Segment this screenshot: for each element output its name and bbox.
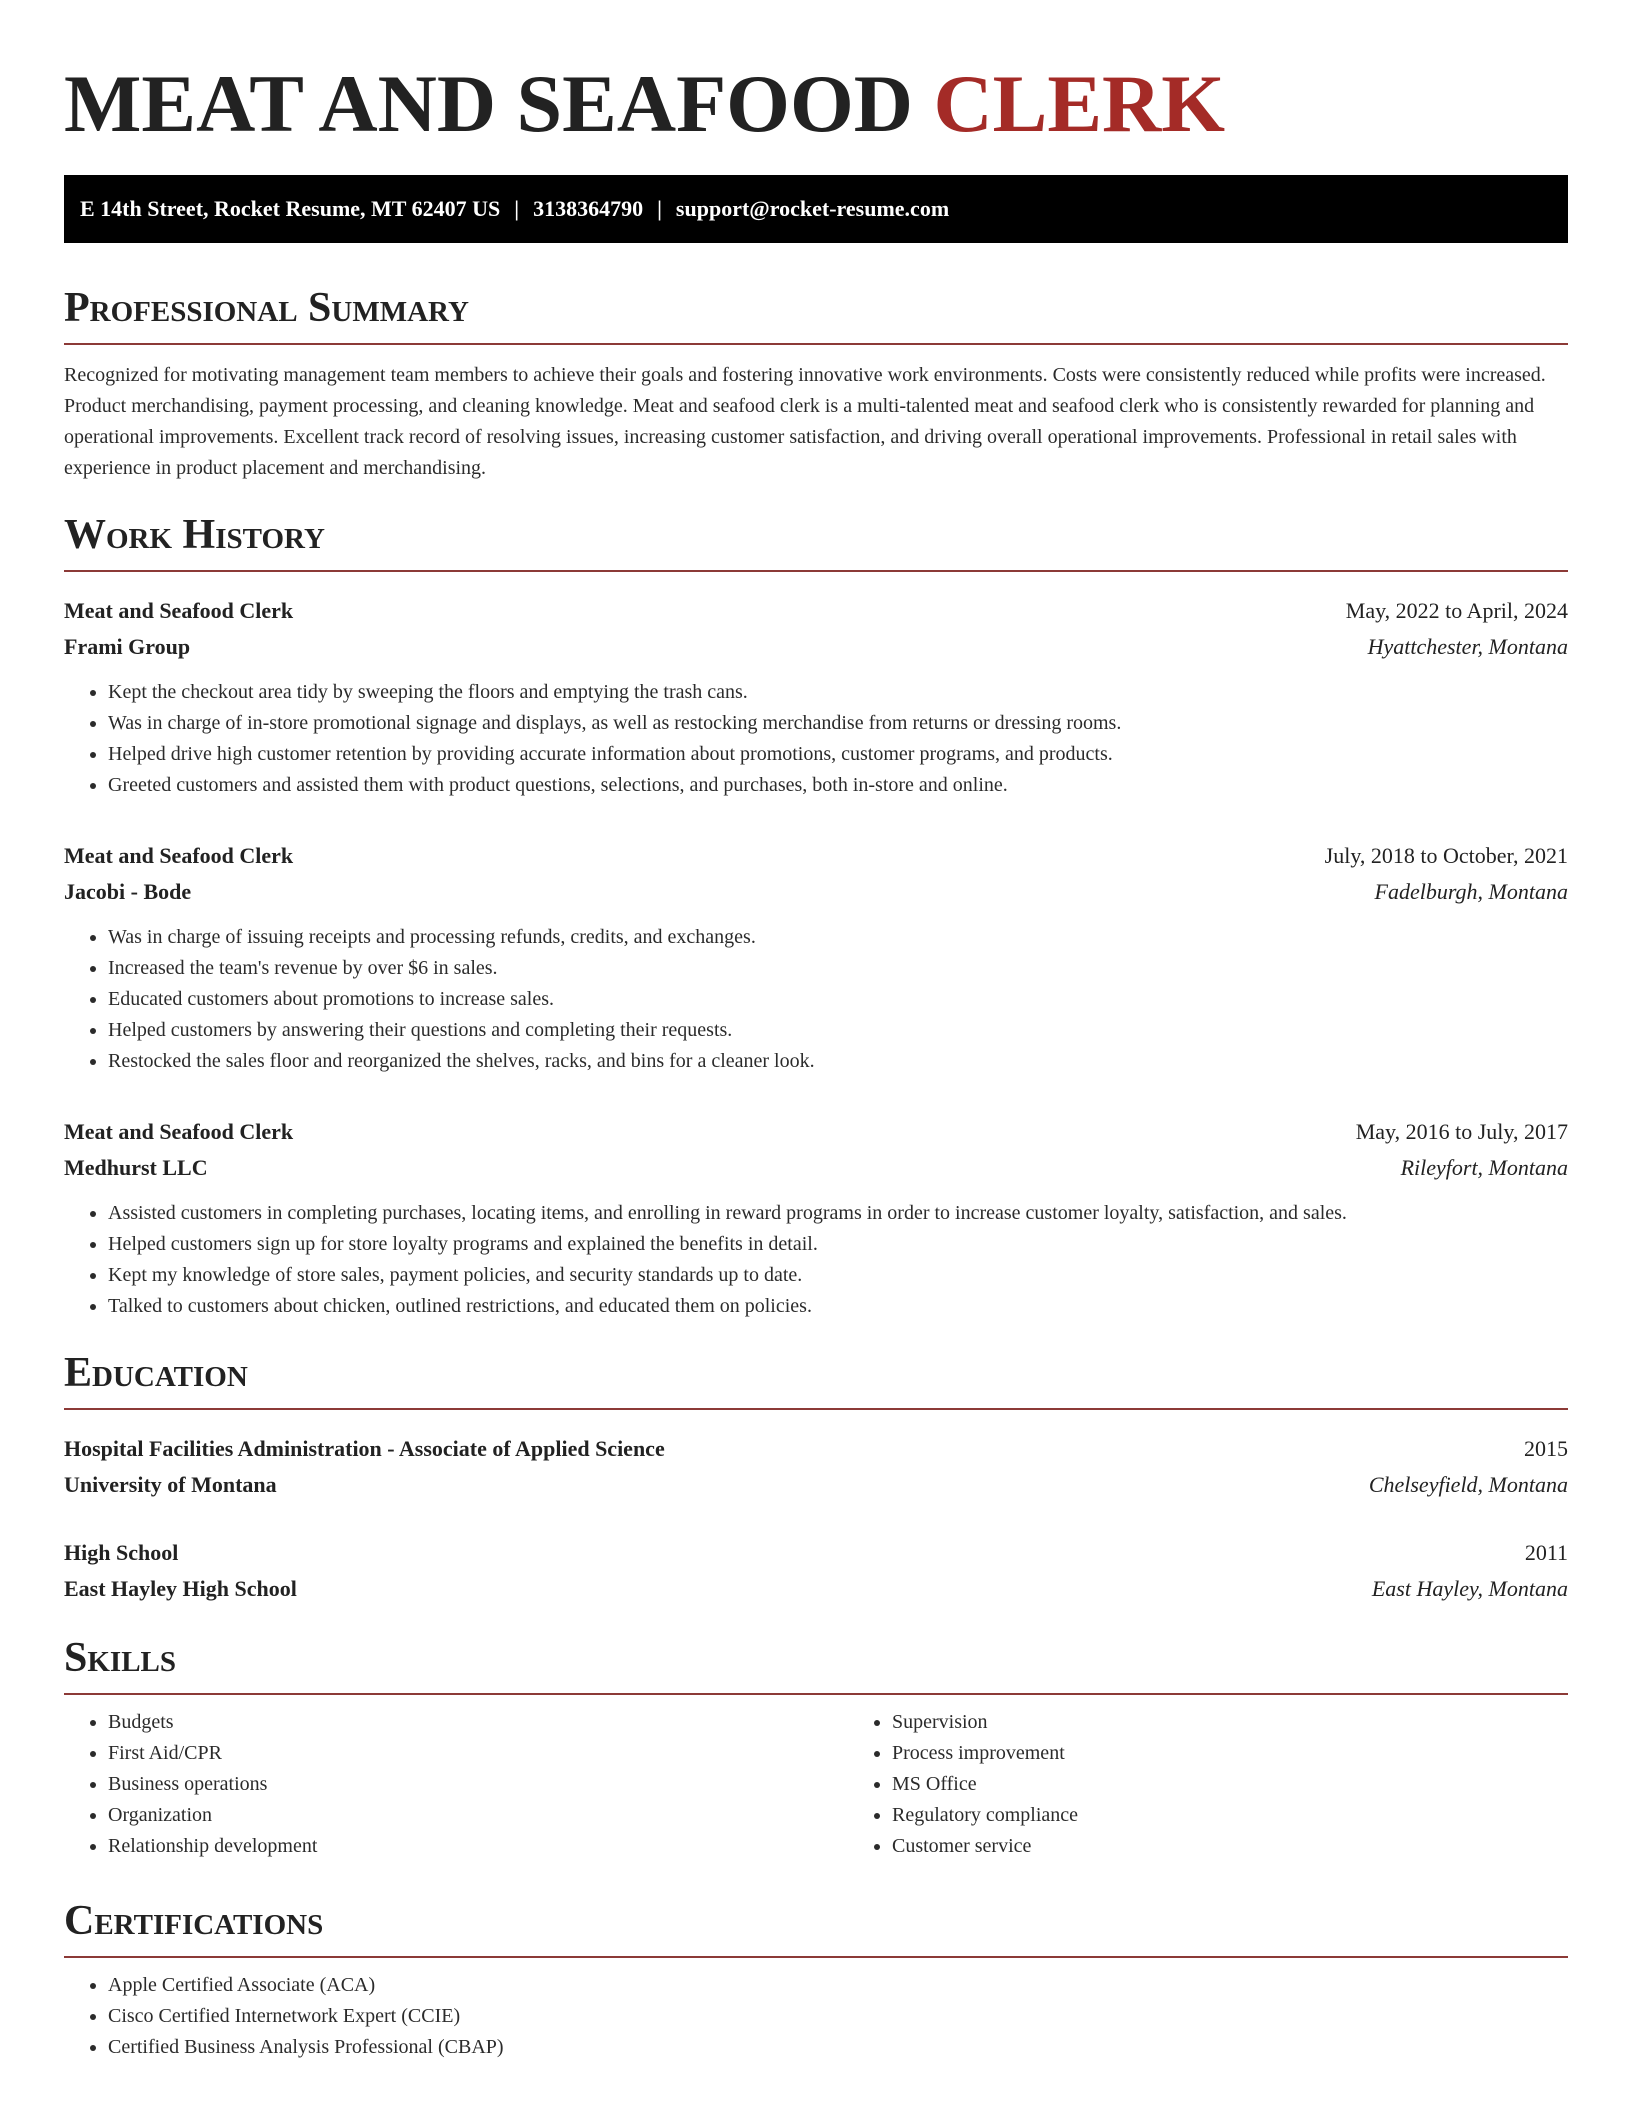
skill-item: • Supervision	[892, 1707, 1568, 1738]
skill-item: • Business operations	[108, 1769, 848, 1800]
job-bullet: • Greeted customers and assisted them with product questions, selections, and purchases, both in-store and online.	[108, 770, 1568, 801]
job-title-row	[64, 1114, 1568, 1150]
job-company-row	[64, 874, 1568, 910]
education-degree: Hospital Facilities Administration - Associate of Applied Science	[64, 1436, 665, 1461]
resume-title	[64, 0, 1568, 150]
skill-item: • Budgets	[108, 1707, 848, 1738]
education-entry	[64, 1431, 1568, 1503]
job-company-row	[64, 1150, 1568, 1186]
education-school: East Hayley High School	[64, 1576, 297, 1601]
job-bullets	[64, 1198, 1568, 1322]
skills-heading: Skills	[64, 1635, 177, 1681]
skills-column-left	[64, 1707, 848, 1862]
job-bullet: • Kept my knowledge of store sales, payment policies, and security standards up to date.	[108, 1260, 1568, 1291]
contact-separator: |	[514, 196, 520, 221]
job-location: Rileyfort, Montana	[1400, 1155, 1568, 1180]
job-title: Meat and Seafood Clerk	[64, 843, 294, 868]
job-bullet: • Increased the team's revenue by over $6 in sales.	[108, 953, 1568, 984]
section-divider	[64, 343, 1568, 345]
contact-separator: |	[657, 196, 662, 221]
job-bullet: • Restocked the sales floor and reorganized the shelves, racks, and bins for a cleaner look.	[108, 1046, 1568, 1077]
job-bullet: • Was in charge of issuing receipts and processing refunds, credits, and exchanges.	[108, 922, 1568, 953]
section-divider	[64, 1693, 1568, 1695]
skill-item: • First Aid/CPR	[108, 1738, 848, 1769]
work-history-heading: Work History	[64, 512, 325, 558]
title-main: MEAT AND SEAFOOD	[64, 58, 913, 149]
job-bullet: • Was in charge of in-store promotional signage and displays, as well as restocking merchandise from returns or dressing rooms.	[108, 708, 1568, 739]
job-entry	[64, 838, 1568, 1077]
skill-item: • Process improvement	[892, 1738, 1568, 1769]
job-company-row	[64, 629, 1568, 665]
section-divider	[64, 1408, 1568, 1410]
skill-item: • Organization	[108, 1800, 848, 1831]
job-company: Frami Group	[64, 634, 191, 659]
job-bullet: • Helped drive high customer retention by providing accurate information about promotions, customer programs, and products.	[108, 739, 1568, 770]
job-bullets	[64, 922, 1568, 1077]
job-company: Jacobi - Bode	[64, 879, 192, 904]
section-divider	[64, 570, 1568, 572]
job-dates: May, 2016 to July, 2017	[1355, 1119, 1568, 1144]
contact-bar	[64, 175, 1568, 243]
contact-phone: 3138364790	[533, 196, 644, 221]
education-school-row	[64, 1571, 1568, 1607]
job-title-row	[64, 593, 1568, 629]
job-dates: July, 2018 to October, 2021	[1324, 843, 1568, 868]
skills-grid	[64, 1707, 1568, 1862]
certification-item: • Apple Certified Associate (ACA)	[108, 1970, 1568, 2001]
job-bullet: • Helped customers by answering their questions and completing their requests.	[108, 1015, 1568, 1046]
summary-heading: Professional Summary	[64, 285, 469, 331]
job-title: Meat and Seafood Clerk	[64, 598, 294, 623]
section-divider	[64, 1956, 1568, 1958]
skill-item: • Relationship development	[108, 1831, 848, 1862]
skill-item: • Customer service	[892, 1831, 1568, 1862]
certification-item: • Cisco Certified Internetwork Expert (CCIE)	[108, 2001, 1568, 2032]
summary-text: Recognized for motivating management team members to achieve their goals and fostering innovative work environments. Costs were consistently reduced while profits were increased. Product merchandising, payment processing, and cleaning knowledge. Meat and seafood clerk is a multi-talented meat and seafood clerk who is consistently rewarded for planning and operational improvements. Excellent track record of resolving issues, increasing customer satisfaction, and driving overall operational improvements. Professional in retail sales with experience in product placement and merchandising.	[64, 364, 1546, 479]
education-degree: High School	[64, 1540, 179, 1565]
job-bullet: • Kept the checkout area tidy by sweeping the floors and emptying the trash cans.	[108, 677, 1568, 708]
skill-item: • Regulatory compliance	[892, 1800, 1568, 1831]
job-entry	[64, 593, 1568, 801]
job-title: Meat and Seafood Clerk	[64, 1119, 294, 1144]
education-heading: Education	[64, 1350, 248, 1396]
education-degree-row	[64, 1431, 1568, 1467]
education-year: 2011	[1524, 1540, 1568, 1565]
skill-item: • MS Office	[892, 1769, 1568, 1800]
certifications-heading: Certifications	[64, 1898, 324, 1944]
contact-address: E 14th Street, Rocket Resume, MT 62407 US	[80, 196, 501, 221]
education-entry	[64, 1535, 1568, 1607]
job-location: Hyattchester, Montana	[1367, 634, 1568, 659]
education-degree-row	[64, 1535, 1568, 1571]
education-school: University of Montana	[64, 1472, 277, 1497]
education-year: 2015	[1524, 1436, 1568, 1461]
job-bullet: • Helped customers sign up for store loyalty programs and explained the benefits in detail.	[108, 1229, 1568, 1260]
certifications-list	[64, 1970, 1568, 2063]
education-school-row	[64, 1467, 1568, 1503]
job-bullet: • Educated customers about promotions to increase sales.	[108, 984, 1568, 1015]
job-company: Medhurst LLC	[64, 1155, 208, 1180]
job-bullet: • Assisted customers in completing purchases, locating items, and enrolling in reward programs in order to increase customer loyalty, satisfaction, and sales.	[108, 1198, 1568, 1229]
job-bullets	[64, 677, 1568, 801]
education-location: Chelseyfield, Montana	[1368, 1472, 1568, 1497]
job-title-row	[64, 838, 1568, 874]
certification-item: • Certified Business Analysis Professional (CBAP)	[108, 2032, 1568, 2063]
education-location: East Hayley, Montana	[1371, 1576, 1568, 1601]
contact-email: support@rocket-resume.com	[675, 196, 950, 221]
title-accent: CLERK	[933, 58, 1226, 149]
job-dates: May, 2022 to April, 2024	[1345, 598, 1568, 623]
job-entry	[64, 1114, 1568, 1322]
job-location: Fadelburgh, Montana	[1374, 879, 1568, 904]
skills-column-right	[848, 1707, 1568, 1862]
job-bullet: • Talked to customers about chicken, outlined restrictions, and educated them on policies.	[108, 1291, 1568, 1322]
